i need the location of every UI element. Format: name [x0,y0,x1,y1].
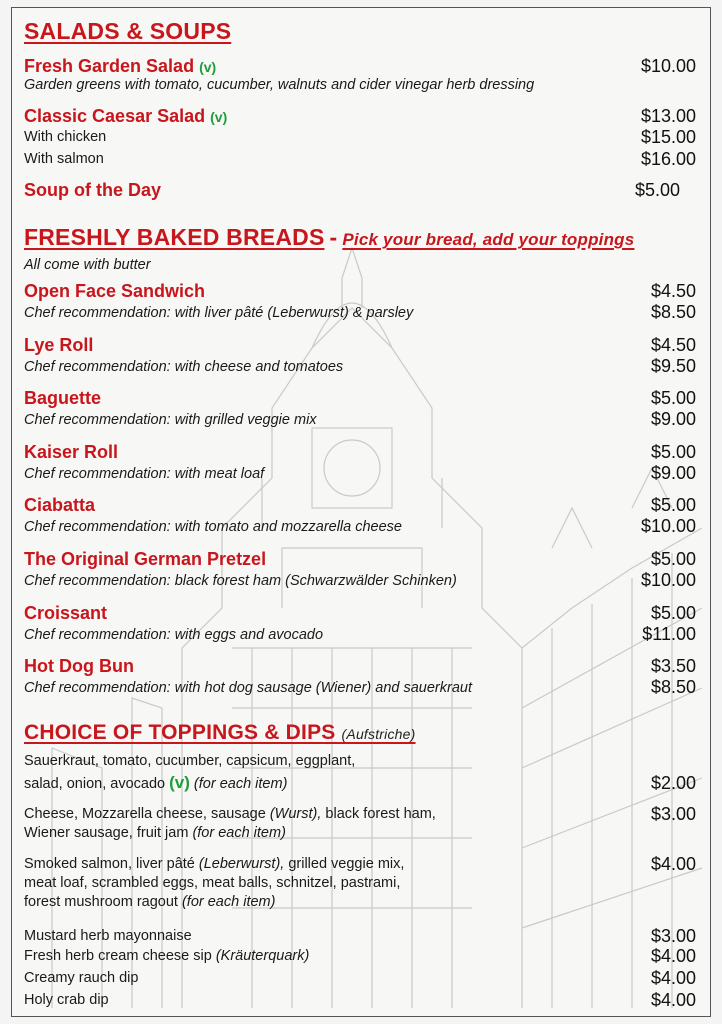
section-title-toppings [24,721,416,745]
toppings-text: Smoked salmon, liver pâté [24,856,195,872]
dip-name-text: Fresh herb cream cheese sip [24,948,212,964]
toppings-text: Wiener sausage, fruit jam [24,825,189,841]
bread-chef-recommendation: Chef recommendation: with grilled veggie mix [24,412,317,428]
toppings-group2-line1 [24,806,436,822]
toppings-group2-line2 [24,825,286,841]
section-title-salads: SALADS & SOUPS [24,18,232,44]
toppings-note: (for each item) [192,825,286,841]
item-name-soup-of-the-day: Soup of the Day [24,180,162,200]
bread-recommendation-price: $8.50 [650,302,696,322]
dip-name: Mustard herb mayonnaise [24,928,192,944]
bread-recommendation-price: $11.00 [642,624,696,644]
toppings-group1-line2 [24,773,287,793]
dip-name: Creamy rauch dip [24,970,139,986]
title-dash: - [329,224,338,250]
toppings-group3-price: $4.00 [650,854,696,874]
bread-item-price: $5.00 [650,388,696,408]
bread-item-price: $5.00 [650,603,696,623]
bread-chef-recommendation: Chef recommendation: with liver pâté (Leberwurst) & parsley [24,305,414,321]
vegetarian-badge: (v) [210,109,228,125]
bread-chef-recommendation: Chef recommendation: with meat loaf [24,466,265,482]
item-price: $13.00 [640,106,696,126]
section-title-text: CHOICE OF TOPPINGS & DIPS [24,721,336,744]
item-option-price: $16.00 [640,149,696,169]
item-name-text: Fresh Garden Salad [24,56,195,76]
bread-item-price: $4.50 [650,335,696,355]
menu-page [11,7,711,1017]
bread-item-name: Lye Roll [24,335,94,355]
bread-item-name: Kaiser Roll [24,442,119,462]
toppings-group2-price: $3.00 [650,804,696,824]
dip-name: Holy crab dip [24,992,109,1008]
bread-chef-recommendation: Chef recommendation: with cheese and tomatoes [24,359,344,375]
item-name-caesar-salad [24,106,227,127]
item-name-fresh-garden-salad [24,56,216,77]
section-note: (Aufstriche) [341,726,416,742]
dip-price: $3.00 [650,926,696,946]
toppings-text: forest mushroom ragout [24,894,178,910]
toppings-group1-price: $2.00 [650,773,696,793]
toppings-group3-line2: meat loaf, scrambled eggs, meat balls, schnitzel, pastrami, [24,875,401,891]
bread-chef-recommendation: Chef recommendation: with hot dog sausage (Wiener) and sauerkraut [24,680,472,696]
toppings-note: (for each item) [181,894,276,910]
bread-recommendation-price: $10.00 [640,570,696,590]
toppings-note: (for each item) [193,776,288,792]
bread-chef-recommendation: Chef recommendation: with tomato and mozzarella cheese [24,519,402,535]
item-description: Garden greens with tomato, cucumber, walnuts and cider vinegar herb dressing [24,77,535,93]
bread-item-name: The Original German Pretzel [24,549,267,569]
toppings-text: grilled veggie mix, [288,856,405,872]
dip-price: $4.00 [650,990,696,1010]
bread-recommendation-price: $9.50 [650,356,696,376]
item-option-label: With chicken [24,129,107,145]
item-option-price: $15.00 [640,127,696,147]
toppings-text: Cheese, Mozzarella cheese, sausage [24,806,266,822]
bread-item-price: $5.00 [650,549,696,569]
bread-item-price: $4.50 [650,281,696,301]
dip-price: $4.00 [650,946,696,966]
dip-price: $4.00 [650,968,696,988]
bread-recommendation-price: $9.00 [650,463,696,483]
bread-item-name: Croissant [24,603,108,623]
toppings-note: (Leberwurst), [198,856,285,872]
bread-item-name: Ciabatta [24,495,96,515]
toppings-group3-line1 [24,856,404,872]
section-title-breads [24,224,634,251]
item-price: $10.00 [640,56,696,76]
bread-recommendation-price: $8.50 [650,677,696,697]
dip-name [24,948,309,964]
bread-item-price: $5.00 [650,442,696,462]
toppings-text: black forest ham, [325,806,436,822]
bread-item-name: Hot Dog Bun [24,656,134,676]
item-price: $5.00 [634,180,680,200]
item-name-text: Classic Caesar Salad [24,106,206,126]
bread-chef-recommendation: Chef recommendation: black forest ham (Schwarzwälder Schinken) [24,573,457,589]
vegetarian-badge: (v) [199,59,217,75]
bread-item-name: Baguette [24,388,102,408]
bread-item-price: $5.00 [650,495,696,515]
bread-recommendation-price: $9.00 [650,409,696,429]
bread-chef-recommendation: Chef recommendation: with eggs and avocado [24,627,324,643]
toppings-note: (Wurst), [269,806,322,822]
bread-item-name: Open Face Sandwich [24,281,206,301]
toppings-group3-line3 [24,894,275,910]
toppings-group1-line1: Sauerkraut, tomato, cucumber, capsicum, eggplant, [24,753,356,769]
section-note: All come with butter [24,257,151,273]
item-option-label: With salmon [24,151,104,167]
section-title-text: FRESHLY BAKED BREADS [24,224,325,250]
bread-item-price: $3.50 [650,656,696,676]
bread-recommendation-price: $10.00 [640,516,696,536]
section-subtitle: Pick your bread, add your toppings [342,230,635,249]
toppings-text: salad, onion, avocado [24,776,166,792]
vegetarian-badge: (v) [169,773,190,792]
dip-name-note: (Kräuterquark) [215,948,310,964]
